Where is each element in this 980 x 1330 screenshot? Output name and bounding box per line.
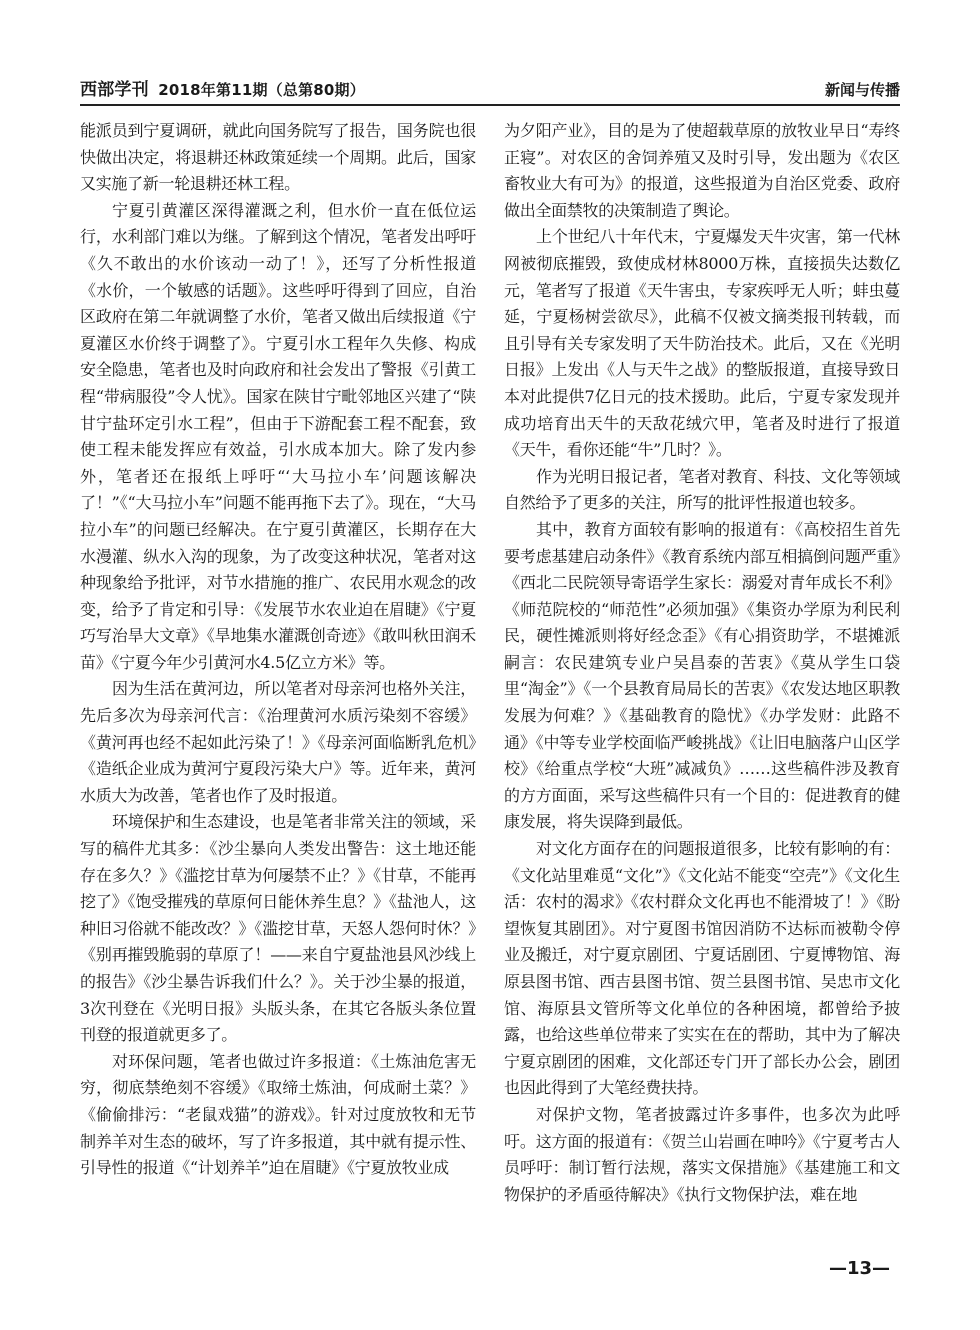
paragraph: 作为光明日报记者，笔者对教育、科技、文化等领域自然给予了更多的关注，所写的批评性报道也较多。 <box>504 466 900 513</box>
paragraph: 对保护文物，笔者披露过许多事件，也多次为此呼吁。这方面的报道有：《贺兰山岩画在呻吟》《宁夏考古人员呼吁：制订暂行法规，落实文保措施》《基建施工和文物保护的矛盾亟待解决》《执行文物保护法，难在地 <box>504 1104 900 1204</box>
right-column <box>504 118 900 1268</box>
section-name: 新闻与传播 <box>824 81 900 99</box>
issue-info: 2018年第11期（总第80期） <box>158 81 365 99</box>
paragraph: 对文化方面存在的问题报道很多，比较有影响的有：《文化站里难觅“文化”》《文化站不能变“空壳”》《文化生活：农村的渴求》《农村群众文化再也不能滑坡了！》《盼望恢复其剧团》。对宁夏图书馆因消防不达标而被勒令停业及搬迁，对宁夏京剧团、宁夏话剧团、宁夏博物馆、海原县图书馆、西吉县图书馆、贺兰县图书馆、吴忠市文化馆、海原县文管所等文化单位的各种困境，都曾给予披露，也给这些单位带来了实实在在的帮助，其中为了解决宁夏京剧团的困难，文化部还专门开了部长办公会，剧团也因此得到了大笔经费扶持。 <box>504 839 900 1098</box>
journal-name: 西部学刊 <box>80 80 149 100</box>
paragraph: 其中，教育方面较有影响的报道有：《高校招生首先要考虑基建启动条件》《教育系统内部互相搞倒问题严重》《西北二民院领导寄语学生家长：溺爱对青年成长不利》《师范院校的“师范性”必须加强》《集资办学原为利民利民，硬性摊派则将好经念歪》《有心捐资助学，不堪摊派嗣言：农民建筑专业户吴昌泰的苦衷》《莫从学生口袋里“淘金”》《一个县教育局局长的苦衷》《农发达地区职教发展为何难？》《基础教育的隐忧》《办学发财：此路不通》《中等专业学校面临严峻挑战》《让旧电脑落户山区学校》《给重点学校“大班”减减负》……这些稿件涉及教育的方方面面，采写这些稿件只有一个目的：促进教育的健康发展，将失误降到最低。 <box>504 519 900 832</box>
article-body <box>80 118 900 1268</box>
paragraph: 为夕阳产业》，目的是为了使超载草原的放牧业早日“寿终正寝”。对农区的舍饲养殖又及时引导，发出题为《农区畜牧业大有可为》的报道，这些报道为自治区党委、政府做出全面禁牧的决策制造了舆论。 <box>504 121 900 220</box>
paragraph: 环境保护和生态建设，也是笔者非常关注的领域，采写的稿件尤其多：《沙尘暴向人类发出警告：这土地还能存在多久？》《滥挖甘草为何屡禁不止？》《甘草，不能再挖了》《饱受摧残的草原何日能休养生息？》《盐池人，这种旧习俗就不能改改？》《滥挖甘草，天怒人怨何时休？》《别再摧毁脆弱的草原了！——来自宁夏盐池县风沙线上的报告》《沙尘暴告诉我们什么？》。关于沙尘暴的报道，3次刊登在《光明日报》头版头条，在其它各版头条位置刊登的报道就更多了。 <box>80 812 476 1045</box>
paragraph: 上个世纪八十年代末，宁夏爆发天牛灾害，第一代林网被彻底摧毁，致使成材林8000万株，直接损失达数亿元，笔者写了报道《天牛害虫，专家疾呼无人听；蚌虫蔓延，宁夏杨树尝欲尽》，此稿不仅被文摘类报刊转载，而且引导有关专家发明了天牛防治技术。此后，又在《光明日报》上发出《人与天牛之战》的整版报道，直接导致日本对此提供7亿日元的技术援助。此后，宁夏专家发现并成功培育出天牛的天敌花绒穴甲，笔者及时进行了报道《天牛，看你还能“牛”几时？》。 <box>504 227 900 460</box>
paragraph: 因为生活在黄河边，所以笔者对母亲河也格外关注，先后多次为母亲河代言：《治理黄河水质污染刻不容缓》《黄河再也经不起如此污染了！》《母亲河面临断乳危机》《造纸企业成为黄河宁夏段污染大户》等。近年来，黄河水质大为改善，笔者也作了及时报道。 <box>80 679 476 805</box>
header-rule <box>80 104 900 106</box>
running-header <box>80 74 900 100</box>
paragraph: 宁夏引黄灌区深得灌溉之利，但水价一直在低位运行，水利部门难以为继。了解到这个情况，笔者发出呼吁《久不敢出的水价该动一动了！》，还写了分析性报道《水价，一个敏感的话题》。这些呼吁得到了回应，自治区政府在第二年就调整了水价，笔者又做出后续报道《宁夏灌区水价终于调整了》。宁夏引水工程年久失修、构成安全隐患，笔者也及时向政府和社会发出了警报《引黄工程“带病服役”令人忧》。国家在陕甘宁毗邻地区兴建了“陕甘宁盐环定引水工程”，但由于下游配套工程不配套，致使工程未能发挥应有效益，引水成本加大。除了发内参外，笔者还在报纸上呼吁“‘大马拉小车’问题该解决了！”《“大马拉小车”问题不能再拖下去了》。现在，“大马拉小车”的问题已经解决。在宁夏引黄灌区，长期存在大水漫灌、纵水入沟的现象，为了改变这种状况，笔者对这种现象给予批评，对节水措施的推广、农民用水观念的改变，给予了肯定和引导：《发展节水农业迫在眉睫》《宁夏巧写治旱大文章》《旱地集水灌溉创奇迹》《敢叫秋田润禾苗》《宁夏今年少引黄河水4.5亿立方米》等。 <box>80 200 476 672</box>
page-number: —13— <box>828 1258 890 1279</box>
journal-issue-line <box>80 75 365 100</box>
paragraph: 能派员到宁夏调研，就此向国务院写了报告，国务院也很快做出决定，将退耕还林政策延续一个周期。此后，国家又实施了新一轮退耕还林工程。 <box>80 121 476 194</box>
left-column <box>80 118 476 1268</box>
paragraph: 对环保问题，笔者也做过许多报道：《土炼油危害无穷，彻底禁绝刻不容缓》《取缔土炼油，何成耐土菜？》《偷偷排污：“老鼠戏猫”的游戏》。针对过度放牧和无节制养羊对生态的破坏，写了许多报道，其中就有提示性、引导性的报道《“计划养羊”迫在眉睫》《宁夏放牧业成 <box>80 1051 476 1178</box>
